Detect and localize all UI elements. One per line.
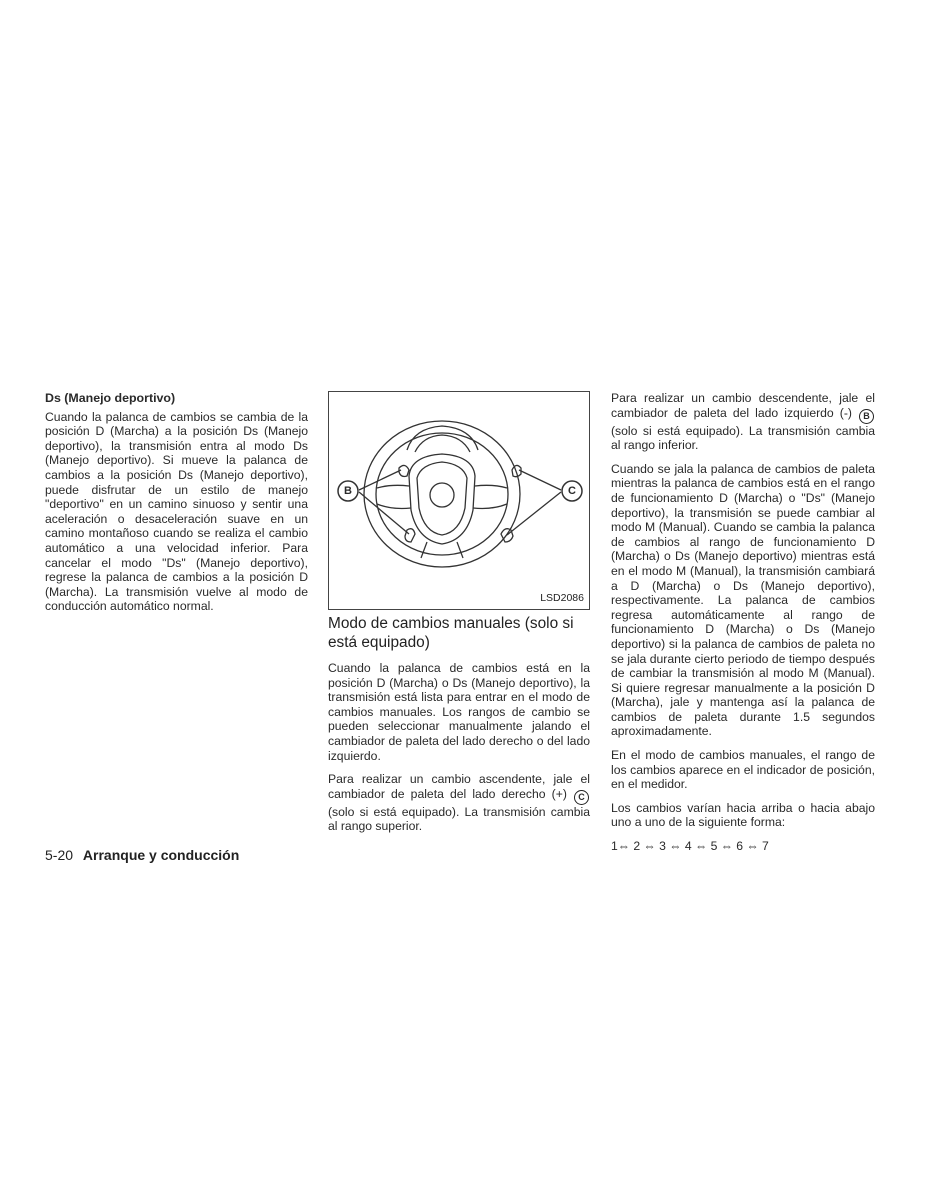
marker-c-icon: C <box>574 790 589 805</box>
left-column <box>45 391 308 623</box>
callout-c-label: C <box>568 485 576 497</box>
upshift-text: Para realizar un cambio ascendente, jale el cambiador de paleta del lado derecho (+) <box>328 772 590 801</box>
ds-heading: Ds (Manejo deportivo) <box>45 391 176 405</box>
manual-mode-paragraph: Cuando la palanca de cambios está en la posición D (Marcha) o Ds (Manejo deportivo), la transmisión está lista para entrar en el modo de cambios manuales. Los rangos de cambio se pueden seleccionar manualmente jalando el cambiador de paleta del lado derecho o del lado izquierdo. <box>328 661 590 763</box>
callout-b-label: B <box>344 485 352 497</box>
manual-mode-title: Modo de cambios manuales (solo si está equipado) <box>328 615 574 651</box>
paddle-mode-paragraph: Cuando se jala la palanca de cambios de paleta mientras la palanca de cambios está en el rango de funcionamiento D (Marcha) o "Ds" (Manejo deportivo), la transmisión se puede cambiar al modo M (Manual). Cuando se cambia la palanca de cambios al rango de funcionamiento D (Marcha) o Ds (Manejo deportivo) mientras está en el modo M (Manual), la transmisión cambiará a D (Marcha) o Ds (Manejo deportivo), respectivamente. La palanca de cambios regresa automáticamente al rango de funcionamiento D (Marcha) o Ds (Manejo deportivo) si la palanca de cambios de paleta no se jala durante cierto periodo de tiempo después de cambiar la transmisión al modo M (Manual). Si quiere regresar manualmente a la posición D (Marcha), jale y mantenga así la palanca de cambios de paleta durante 1.5 segundos aproximadamente. <box>611 461 875 739</box>
right-column <box>611 391 875 854</box>
downshift-paragraph <box>611 391 875 453</box>
steering-wheel-figure <box>328 391 590 610</box>
sequence-intro-paragraph: Los cambios varían hacia arriba o hacia abajo uno a uno de la siguiente forma: <box>611 800 875 830</box>
steering-wheel-illustration <box>329 392 589 609</box>
section-name: Arranque y conducción <box>82 847 240 863</box>
indicator-paragraph: En el modo de cambios manuales, el rango de los cambios aparece en el indicador de posición, en el medidor. <box>611 748 875 792</box>
marker-b-icon: B <box>859 409 874 424</box>
downshift-text: Para realizar un cambio descendente, jale el cambiador de paleta del lado izquierdo (-) <box>611 391 875 420</box>
downshift-text-end: (solo si está equipado). La transmisión cambia al rango inferior. <box>611 423 875 453</box>
gear-sequence: 1⇔ 2 ⇔ 3 ⇔ 4 ⇔ 5 ⇔ 6 ⇔ 7 <box>611 839 769 854</box>
page-number: 5-20 <box>45 847 74 863</box>
upshift-paragraph <box>328 772 590 834</box>
page-footer <box>45 847 239 863</box>
figure-id: LSD2086 <box>540 592 584 605</box>
ds-paragraph: Cuando la palanca de cambios se cambia de la posición D (Marcha) a la posición Ds (Manejo deportivo), la transmisión entra al modo Ds (Manejo deportivo). Si mueve la palanca de cambios a la posición Ds (Manejo deportivo), puede disfrutar de un estilo de manejo "deportivo" en un camino sinuoso y sentir una aceleración o desaceleración suave en un camino montañoso cuando se realiza el cambio automático a una velocidad inferior. Para cancelar el modo "Ds" (Manejo deportivo), regrese la palanca de cambios a la posición D (Marcha). La transmisión vuelve al modo de conducción automático normal. <box>45 409 308 614</box>
upshift-text-end: (solo si está equipado). La transmisión cambia al rango superior. <box>328 804 590 834</box>
middle-column <box>328 391 590 843</box>
